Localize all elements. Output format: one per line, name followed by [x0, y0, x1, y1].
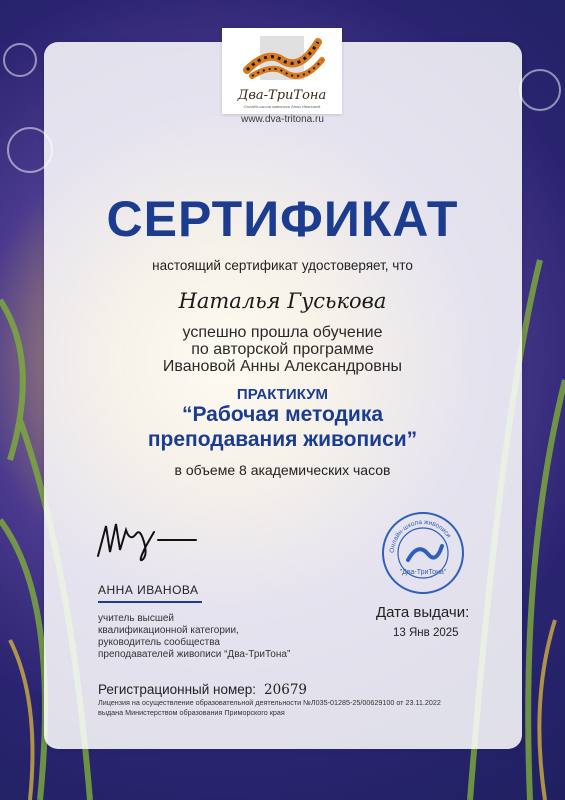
- certificate-subtitle: настоящий сертификат удостоверяет, что: [152, 258, 413, 273]
- certificate-title: СЕРТИФИКАТ: [106, 191, 459, 247]
- license-text: [98, 698, 441, 718]
- issue-date-label: Дата выдачи:: [376, 604, 470, 621]
- course-title-line: “Рабочая методика: [181, 403, 384, 426]
- signatory-name: АННА ИВАНОВА: [98, 583, 199, 597]
- stamp-text: Онлайн-школа живописи: [388, 518, 453, 554]
- practicum-label: ПРАКТИКУМ: [236, 386, 329, 403]
- logo: [222, 28, 342, 114]
- logo-brand: Два-ТриТона: [237, 88, 327, 103]
- logo-subtitle: Онлайн-школа живописи Анны Ивановой: [243, 104, 321, 109]
- salamander-icon: [222, 30, 342, 90]
- stamp-brand: "Два-ТриТона": [399, 569, 447, 576]
- school-stamp: [380, 510, 466, 596]
- program-line: Ивановой Анны Александровны: [162, 358, 403, 375]
- signatory-role-line: преподавателей живописи “Два-ТриТона”: [98, 649, 291, 660]
- registration-number: 20679: [264, 682, 307, 698]
- signatory-role-line: квалификационной категории,: [98, 625, 239, 636]
- signature-divider: [98, 601, 202, 603]
- registration: [98, 682, 307, 698]
- signature: [92, 512, 202, 564]
- website-link[interactable]: www.dva-tritona.ru: [241, 114, 324, 125]
- program-line: успешно прошла обучение: [182, 324, 383, 341]
- issue-date: 13 Янв 2025: [393, 627, 459, 639]
- signatory-role-line: руководитель сообщества: [98, 637, 220, 648]
- recipient-name: Наталья Гуськова: [178, 289, 387, 313]
- license-line: выдана Министерством образования Приморского края: [98, 708, 285, 717]
- license-line: Лицензия на осуществление образовательной деятельности №Л035-01285-25/00629100 от 23.11.2022: [98, 698, 441, 707]
- course-hours: в объеме 8 академических часов: [174, 462, 391, 478]
- program-line: по авторской программе: [191, 341, 374, 358]
- course-title-line: преподавания живописи”: [147, 428, 418, 451]
- signatory-role-line: учитель высшей: [98, 613, 174, 624]
- registration-label: Регистрационный номер:: [98, 682, 257, 697]
